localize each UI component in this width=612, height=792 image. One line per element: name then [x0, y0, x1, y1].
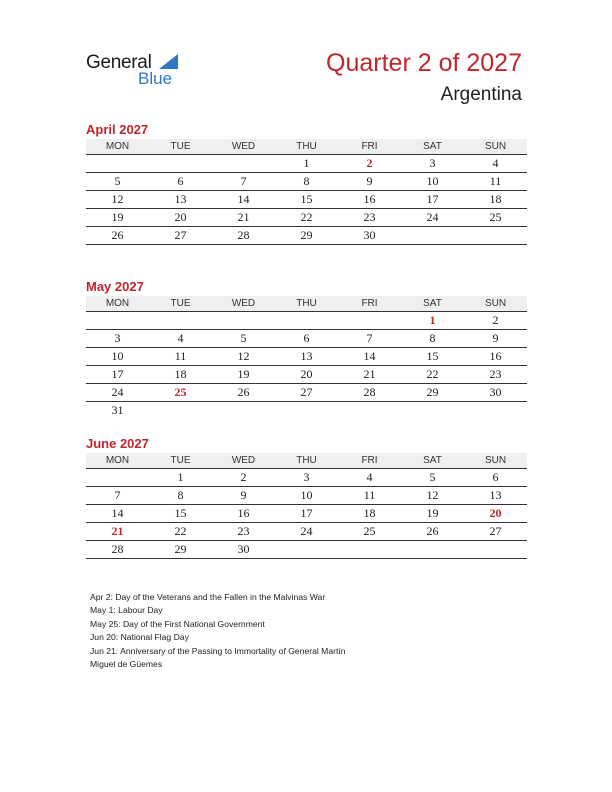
logo-text-general: General — [86, 52, 152, 73]
country-name: Argentina — [440, 84, 522, 105]
day-cell: 3 — [275, 469, 338, 487]
week-row — [86, 348, 527, 366]
week-row — [86, 487, 527, 505]
day-cell: 28 — [86, 541, 149, 559]
day-cell: 12 — [86, 191, 149, 209]
day-cell: 22 — [275, 209, 338, 227]
month-table — [86, 139, 527, 245]
week-row — [86, 384, 527, 402]
day-cell: 9 — [212, 487, 275, 505]
day-cell — [275, 402, 338, 420]
weekday-header: TUE — [149, 453, 212, 469]
logo-text-blue: Blue — [138, 69, 173, 88]
day-cell: 11 — [338, 487, 401, 505]
day-cell — [212, 402, 275, 420]
day-cell: 14 — [86, 505, 149, 523]
weekday-header: THU — [275, 453, 338, 469]
day-cell: 4 — [338, 469, 401, 487]
day-cell: 9 — [464, 330, 527, 348]
day-cell: 20 — [275, 366, 338, 384]
day-cell: 28 — [338, 384, 401, 402]
weekday-header: MON — [86, 296, 149, 312]
day-cell — [464, 227, 527, 245]
weekday-header: FRI — [338, 139, 401, 155]
day-cell: 25 — [464, 209, 527, 227]
weekday-header: TUE — [149, 139, 212, 155]
day-cell: 24 — [275, 523, 338, 541]
holiday-note: Jun 21: Anniversary of the Passing to Immortality of General Martín — [90, 645, 346, 656]
day-cell: 5 — [401, 469, 464, 487]
generalblue-logo — [86, 50, 186, 90]
day-cell: 21 — [212, 209, 275, 227]
day-cell: 5 — [212, 330, 275, 348]
day-cell: 14 — [212, 191, 275, 209]
day-cell: 21 — [86, 523, 149, 541]
weekday-header: SAT — [401, 139, 464, 155]
week-row — [86, 402, 527, 420]
day-cell: 8 — [275, 173, 338, 191]
weekday-header: TUE — [149, 296, 212, 312]
day-cell: 23 — [212, 523, 275, 541]
day-cell: 8 — [401, 330, 464, 348]
weekday-header: SUN — [464, 296, 527, 312]
day-cell: 21 — [338, 366, 401, 384]
day-cell: 14 — [338, 348, 401, 366]
day-cell — [149, 312, 212, 330]
week-row — [86, 366, 527, 384]
day-cell: 30 — [212, 541, 275, 559]
day-cell: 25 — [338, 523, 401, 541]
day-cell: 23 — [338, 209, 401, 227]
weekday-header: SAT — [401, 453, 464, 469]
day-cell: 26 — [86, 227, 149, 245]
weekday-header: THU — [275, 296, 338, 312]
week-row — [86, 469, 527, 487]
day-cell: 26 — [401, 523, 464, 541]
weekday-header-row — [86, 453, 527, 469]
day-cell — [464, 541, 527, 559]
day-cell: 22 — [401, 366, 464, 384]
day-cell: 24 — [86, 384, 149, 402]
day-cell — [338, 312, 401, 330]
day-cell: 2 — [338, 155, 401, 173]
day-cell: 18 — [149, 366, 212, 384]
day-cell: 30 — [464, 384, 527, 402]
day-cell: 13 — [275, 348, 338, 366]
day-cell: 7 — [212, 173, 275, 191]
day-cell — [401, 227, 464, 245]
weekday-header-row — [86, 139, 527, 155]
day-cell: 27 — [275, 384, 338, 402]
week-row — [86, 523, 527, 541]
day-cell — [338, 402, 401, 420]
day-cell: 11 — [149, 348, 212, 366]
week-row — [86, 209, 527, 227]
week-row — [86, 505, 527, 523]
day-cell — [86, 469, 149, 487]
day-cell: 27 — [464, 523, 527, 541]
day-cell — [86, 155, 149, 173]
day-cell — [212, 312, 275, 330]
day-cell: 9 — [338, 173, 401, 191]
day-cell: 7 — [338, 330, 401, 348]
day-cell: 20 — [149, 209, 212, 227]
month-title: May 2027 — [86, 279, 144, 294]
day-cell: 7 — [86, 487, 149, 505]
weekday-header: FRI — [338, 296, 401, 312]
weekday-header: SUN — [464, 139, 527, 155]
day-cell: 13 — [149, 191, 212, 209]
day-cell: 2 — [464, 312, 527, 330]
day-cell: 17 — [275, 505, 338, 523]
day-cell: 10 — [86, 348, 149, 366]
day-cell: 4 — [149, 330, 212, 348]
day-cell: 19 — [401, 505, 464, 523]
day-cell: 25 — [149, 384, 212, 402]
day-cell: 4 — [464, 155, 527, 173]
month-table — [86, 453, 527, 559]
day-cell: 18 — [338, 505, 401, 523]
day-cell: 13 — [464, 487, 527, 505]
week-row — [86, 541, 527, 559]
day-cell: 29 — [401, 384, 464, 402]
weekday-header: MON — [86, 139, 149, 155]
day-cell: 1 — [401, 312, 464, 330]
day-cell — [401, 541, 464, 559]
month-april — [86, 121, 527, 245]
weekday-header: WED — [212, 296, 275, 312]
logo-triangle-icon — [159, 54, 178, 69]
day-cell: 20 — [464, 505, 527, 523]
weekday-header: MON — [86, 453, 149, 469]
day-cell: 29 — [275, 227, 338, 245]
day-cell — [149, 402, 212, 420]
day-cell — [212, 155, 275, 173]
day-cell: 6 — [149, 173, 212, 191]
week-row — [86, 330, 527, 348]
day-cell: 24 — [401, 209, 464, 227]
month-june — [86, 435, 527, 559]
weekday-header: WED — [212, 453, 275, 469]
day-cell: 15 — [149, 505, 212, 523]
day-cell: 27 — [149, 227, 212, 245]
day-cell: 23 — [464, 366, 527, 384]
day-cell: 15 — [275, 191, 338, 209]
holiday-note: Miguel de Güemes — [90, 659, 163, 670]
day-cell: 10 — [401, 173, 464, 191]
month-title: June 2027 — [86, 436, 149, 451]
day-cell: 3 — [86, 330, 149, 348]
day-cell: 5 — [86, 173, 149, 191]
holiday-notes — [90, 591, 346, 671]
day-cell: 28 — [212, 227, 275, 245]
weekday-header-row — [86, 296, 527, 312]
day-cell: 10 — [275, 487, 338, 505]
day-cell: 29 — [149, 541, 212, 559]
day-cell: 2 — [212, 469, 275, 487]
day-cell: 26 — [212, 384, 275, 402]
month-title: April 2027 — [86, 122, 149, 137]
day-cell: 8 — [149, 487, 212, 505]
weekday-header: SUN — [464, 453, 527, 469]
day-cell: 16 — [464, 348, 527, 366]
day-cell: 16 — [212, 505, 275, 523]
holiday-note: Jun 20: National Flag Day — [90, 632, 189, 643]
day-cell: 1 — [149, 469, 212, 487]
weekday-header: FRI — [338, 453, 401, 469]
week-row — [86, 155, 527, 173]
day-cell — [275, 312, 338, 330]
week-row — [86, 312, 527, 330]
day-cell: 18 — [464, 191, 527, 209]
day-cell: 12 — [212, 348, 275, 366]
day-cell: 19 — [86, 209, 149, 227]
day-cell: 15 — [401, 348, 464, 366]
page-title: Quarter 2 of 2027 — [326, 49, 522, 77]
weekday-header: SAT — [401, 296, 464, 312]
day-cell: 31 — [111, 403, 124, 417]
day-cell: 1 — [275, 155, 338, 173]
weekday-header: WED — [212, 139, 275, 155]
day-cell: 17 — [86, 366, 149, 384]
week-row — [86, 227, 527, 245]
day-cell: 3 — [401, 155, 464, 173]
weekday-header: THU — [275, 139, 338, 155]
day-cell — [338, 541, 401, 559]
day-cell: 16 — [338, 191, 401, 209]
day-cell — [464, 402, 527, 420]
day-cell: 11 — [464, 173, 527, 191]
day-cell — [401, 402, 464, 420]
day-cell: 12 — [401, 487, 464, 505]
day-cell: 30 — [338, 227, 401, 245]
holiday-note: May 1: Labour Day — [90, 605, 163, 616]
week-row — [86, 191, 527, 209]
day-cell — [86, 312, 149, 330]
week-row — [86, 173, 527, 191]
day-cell: 17 — [401, 191, 464, 209]
day-cell — [149, 155, 212, 173]
holiday-note: May 25: Day of the First National Government — [90, 618, 265, 629]
day-cell: 22 — [149, 523, 212, 541]
day-cell: 6 — [275, 330, 338, 348]
day-cell — [275, 541, 338, 559]
day-cell: 6 — [464, 469, 527, 487]
day-cell: 19 — [212, 366, 275, 384]
month-may — [86, 278, 527, 419]
holiday-note: Apr 2: Day of the Veterans and the Fallen in the Malvinas War — [90, 592, 326, 602]
month-table — [86, 296, 527, 419]
